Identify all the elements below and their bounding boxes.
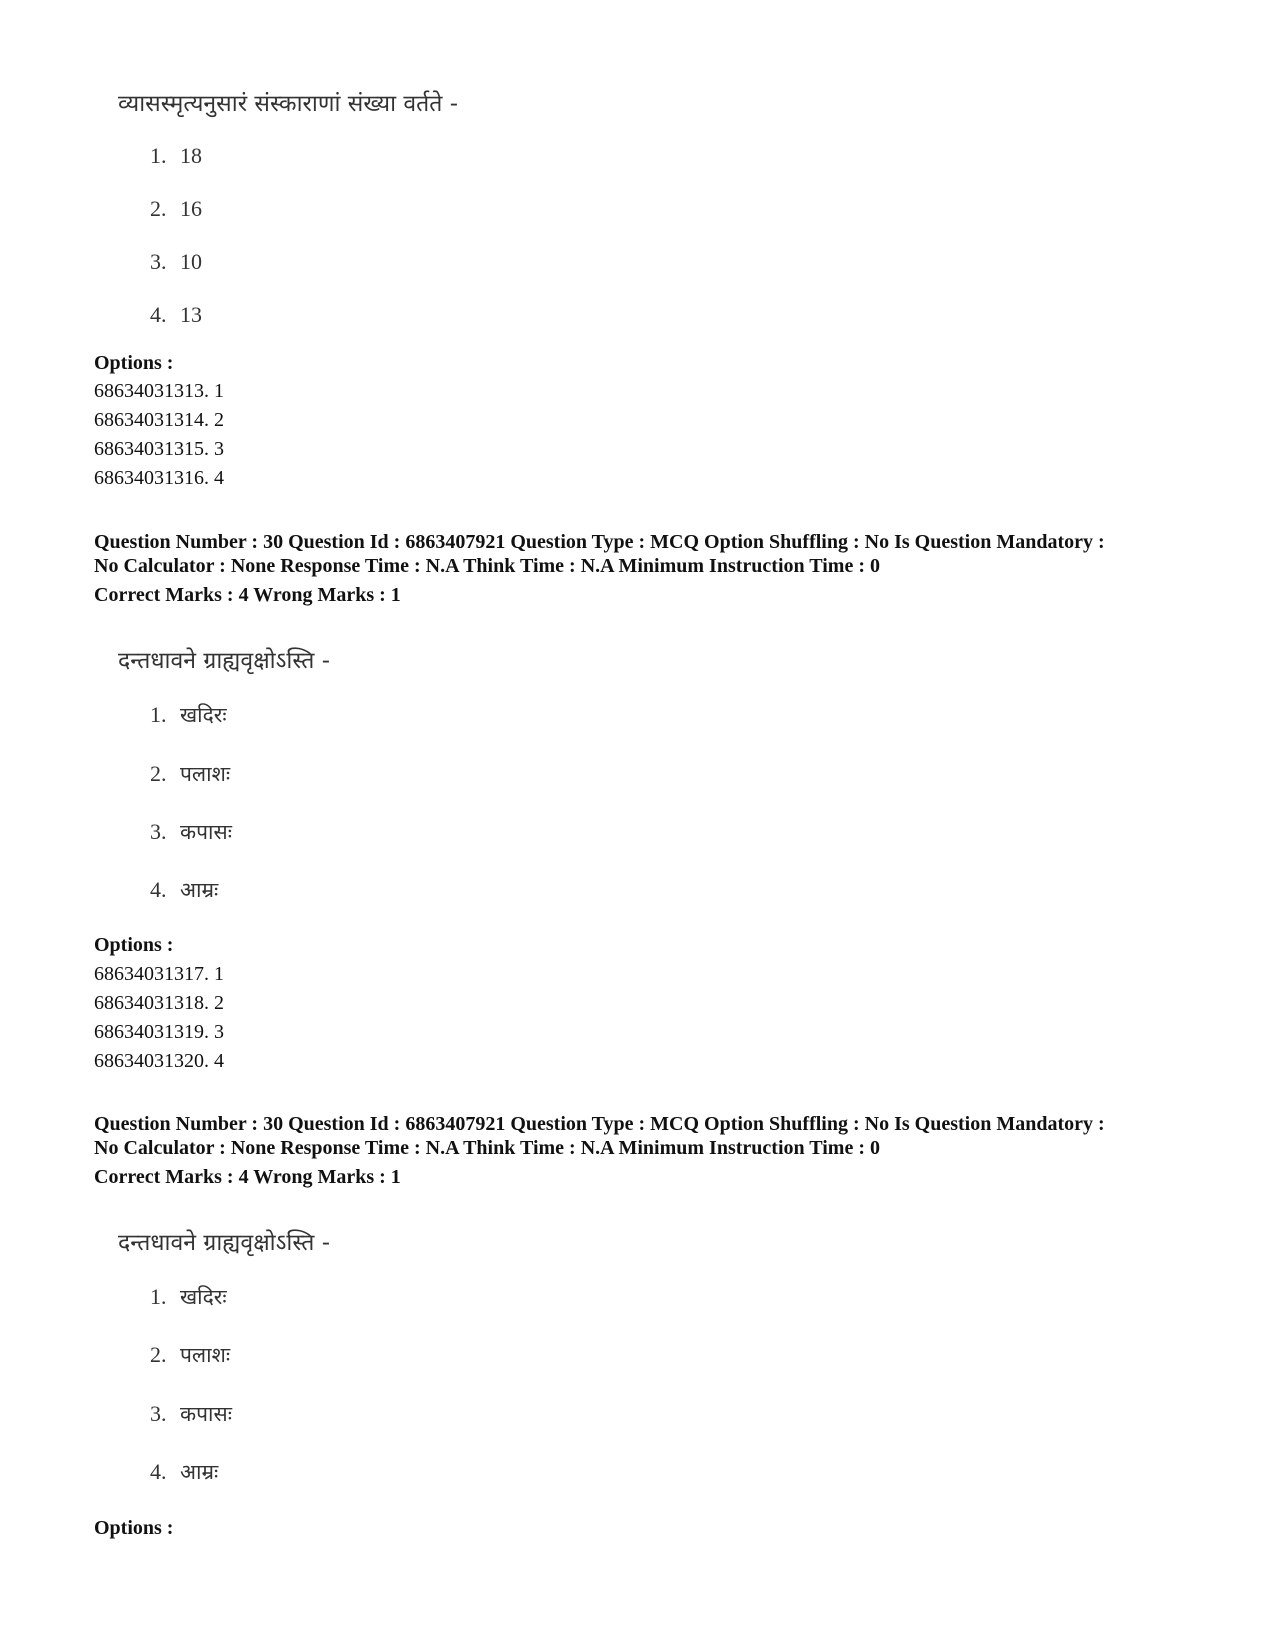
- option-id: 68634031316. 4: [94, 467, 224, 489]
- question-meta-line-2: No Calculator : None Response Time : N.A Think Time : N.A Minimum Instruction Time : 0: [94, 1137, 880, 1159]
- choice-4: 4. 13: [150, 302, 202, 327]
- question-meta-line-1: Question Number : 30 Question Id : 6863407921 Question Type : MCQ Option Shuffling : No Is Question Mandatory :: [94, 531, 1105, 553]
- option-id: 68634031313. 1: [94, 380, 224, 402]
- question-meta: [94, 530, 1214, 578]
- option-id: 68634031318. 2: [94, 992, 224, 1014]
- option-id: 68634031315. 3: [94, 438, 224, 460]
- option-id: 68634031320. 4: [94, 1050, 224, 1072]
- choice-2: 2. 16: [150, 196, 202, 221]
- question-text: दन्तधावने ग्राह्यवृक्षोऽस्ति -: [118, 648, 331, 674]
- option-id: 68634031317. 1: [94, 963, 224, 985]
- options-label: Options :: [94, 1517, 174, 1539]
- question-marks: Correct Marks : 4 Wrong Marks : 1: [94, 584, 401, 606]
- options-label: Options :: [94, 352, 174, 374]
- choice-3: 3. कपासः: [150, 1401, 232, 1426]
- choice-1: 1. खदिरः: [150, 702, 227, 727]
- question-meta-line-1: Question Number : 30 Question Id : 6863407921 Question Type : MCQ Option Shuffling : No Is Question Mandatory :: [94, 1113, 1105, 1135]
- options-label: Options :: [94, 934, 174, 956]
- choice-4: 4. आम्रः: [150, 1459, 219, 1484]
- choice-3: 3. 10: [150, 249, 202, 274]
- question-text: दन्तधावने ग्राह्यवृक्षोऽस्ति -: [118, 1230, 331, 1256]
- question-text: व्यासस्मृत्यनुसारं संस्काराणां संख्या वर्तते -: [118, 91, 459, 117]
- choice-1: 1. 18: [150, 143, 202, 168]
- question-meta: [94, 1112, 1214, 1160]
- choice-4: 4. आम्रः: [150, 877, 219, 902]
- choice-2: 2. पलाशः: [150, 761, 231, 786]
- choice-1: 1. खदिरः: [150, 1284, 227, 1309]
- choice-2: 2. पलाशः: [150, 1342, 231, 1367]
- choice-3: 3. कपासः: [150, 819, 232, 844]
- question-marks: Correct Marks : 4 Wrong Marks : 1: [94, 1166, 401, 1188]
- option-id: 68634031314. 2: [94, 409, 224, 431]
- option-id: 68634031319. 3: [94, 1021, 224, 1043]
- question-meta-line-2: No Calculator : None Response Time : N.A Think Time : N.A Minimum Instruction Time : 0: [94, 555, 880, 577]
